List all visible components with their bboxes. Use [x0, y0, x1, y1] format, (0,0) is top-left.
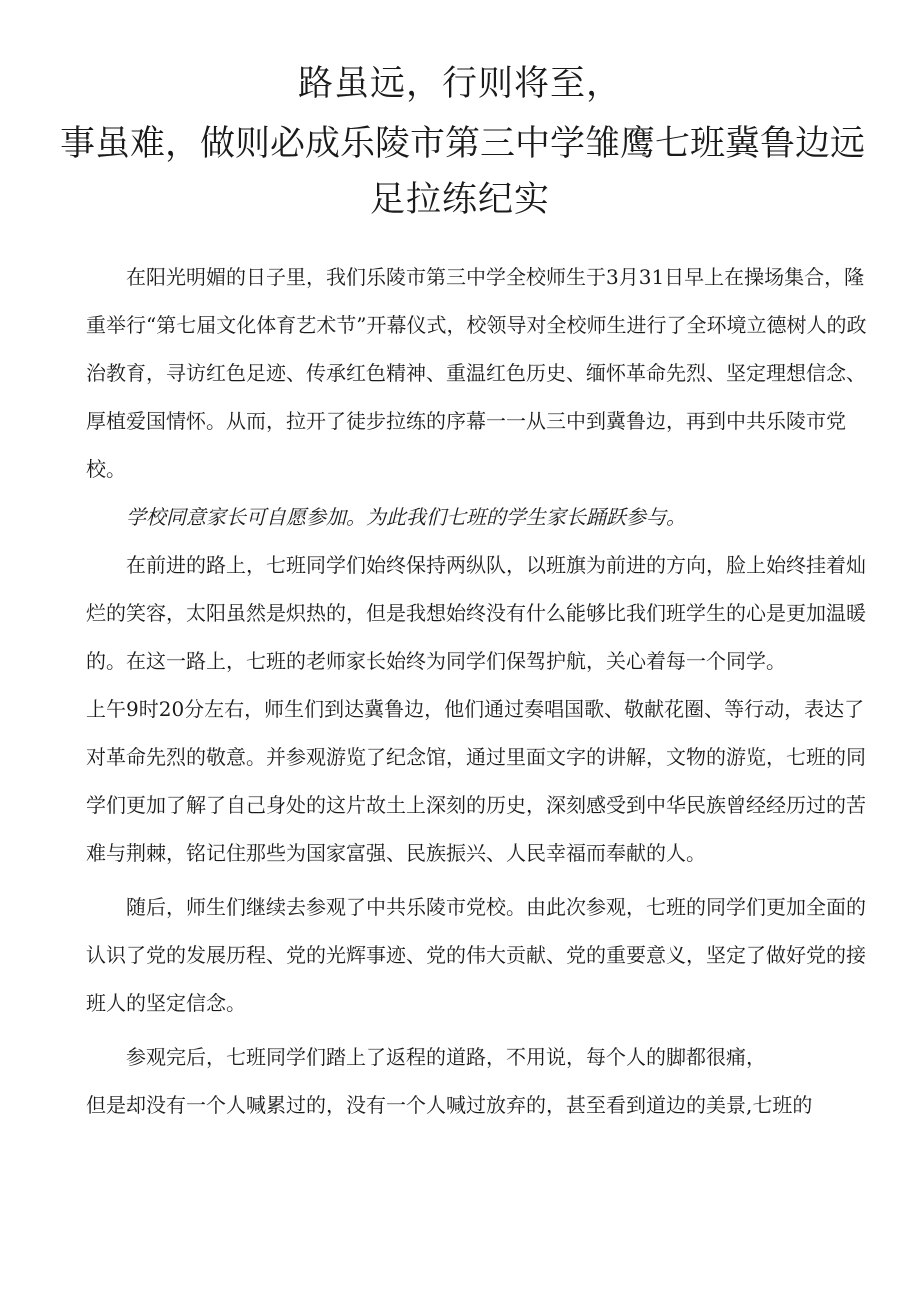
title-line-2: 事虽难，做则必成乐陵市第三中学雏鹰七班冀鲁边远	[60, 124, 866, 164]
article-body	[86, 253, 880, 1129]
paragraph-opening: 在阳光明媚的日子里，我们乐陵市第三中学全校师生于3月31日早上在操场集合，隆重举行“第七届文化体育艺术节”开幕仪式，校领导对全校师生进行了全环境立德树人的政治教育，寻访红色足迹、传承红色精神、重温红色历史、缅怀革命先烈、坚定理想信念、厚植爱国情怀。从而，拉开了徒步拉练的序幕一一从三中到冀鲁边，再到中共乐陵市党校。	[86, 265, 867, 481]
title-line-1: 路虽远，行则将至，	[297, 64, 622, 104]
title-line-3: 足拉练纪实	[369, 180, 550, 220]
paragraph-party-school: 随后，师生们继续去参观了中共乐陵市党校。由此次参观，七班的同学们更加全面的认识了党的发展历程、党的光辉事迹、党的伟大贡献、党的重要意义，坚定了做好党的接班人的坚定信念。	[86, 895, 866, 1015]
paragraph-memorial: 上午9时20分左右，师生们到达冀鲁边，他们通过奏唱国歌、敬献花圈、等行动，表达了对革命先烈的敬意。并参观游览了纪念馆，通过里面文字的讲解，文物的游览，七班的同学们更加了解了自己身处的这片故土上深刻的历史，深刻感受到中华民族曾经经历过的苦难与荆棘，铭记住那些为国家富强、民族振兴、人民幸福而奉献的人。	[86, 697, 866, 865]
paragraph-return: 参观完后，七班同学们踏上了返程的道路，不用说，每个人的脚都很痛，	[126, 1045, 766, 1069]
paragraph-march: 在前进的路上，七班同学们始终保持两纵队，以班旗为前进的方向，脸上始终挂着灿烂的笑容，太阳虽然是炽热的，但是我想始终没有什么能够比我们班学生的心是更加温暖的。在这一路上，七班的老师家长始终为同学们保驾护航，关心着每一个同学。	[86, 553, 866, 673]
paragraph-parents: 学校同意家长可自愿参加。为此我们七班的学生家长踊跃参与。	[126, 505, 686, 529]
paragraph-continued: 但是却没有一个人喊累过的，没有一个人喊过放弃的，甚至看到道边的美景,七班的	[86, 1093, 813, 1117]
